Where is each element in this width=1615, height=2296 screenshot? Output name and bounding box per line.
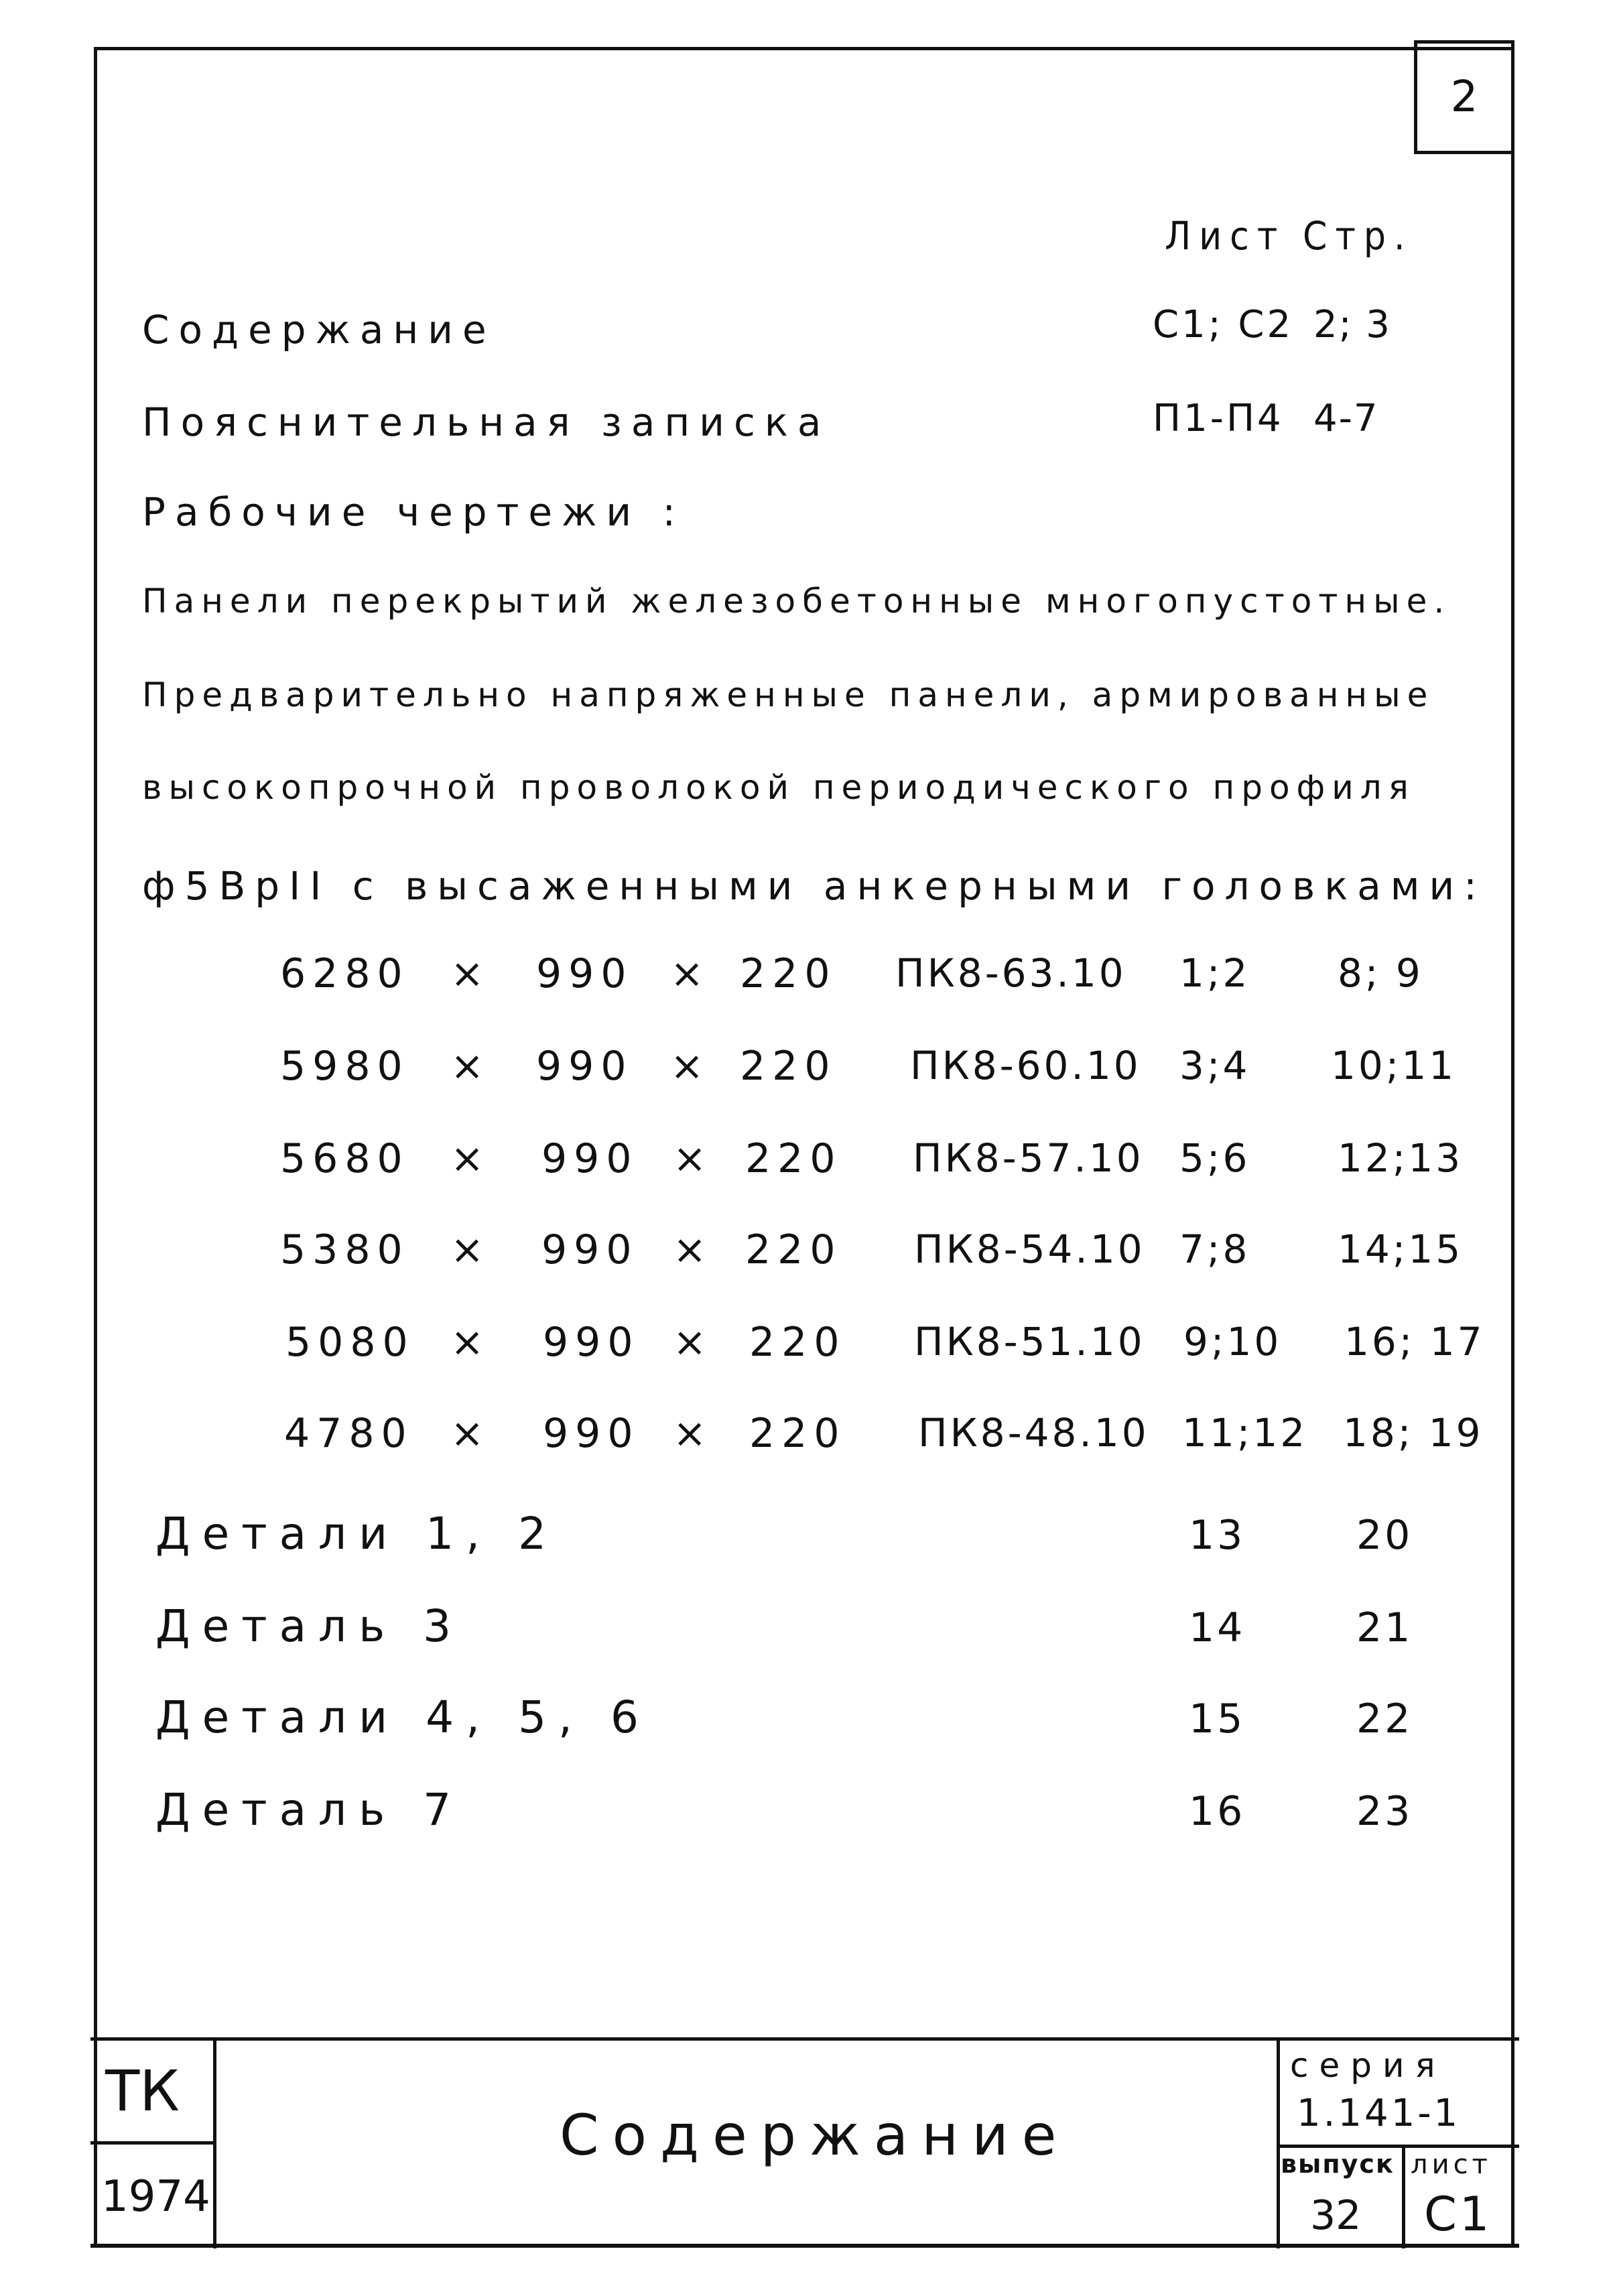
- times-sign: ×: [450, 950, 491, 997]
- paragraph-line-3: высокопрочной проволокой периодического профиля: [142, 768, 1415, 807]
- panel-sheet: 9;10: [1183, 1319, 1282, 1364]
- times-sign: ×: [450, 1043, 491, 1090]
- panel-height: 220: [740, 1043, 837, 1090]
- panel-width: 990: [543, 1319, 640, 1366]
- panel-page: 10;11: [1331, 1043, 1457, 1088]
- times-sign: ×: [673, 1135, 714, 1182]
- times-sign: ×: [673, 1410, 714, 1457]
- times-sign: ×: [673, 1319, 714, 1366]
- times-sign: ×: [673, 1226, 714, 1273]
- entry-note-sheet: П1-П4: [1153, 397, 1284, 440]
- panel-row: [0, 1043, 1615, 1096]
- times-sign: ×: [450, 1319, 491, 1366]
- panel-length: 5080: [285, 1319, 415, 1366]
- panel-width: 990: [536, 950, 633, 997]
- detail-7-label: Деталь 7: [155, 1784, 464, 1836]
- paragraph-line-1: Панели перекрытий железобетонные многопустотные.: [142, 582, 1451, 621]
- panel-row: [0, 1319, 1615, 1373]
- detail-4-5-6-sheet: 15: [1189, 1696, 1246, 1742]
- entry-contents-sheet: С1; С2: [1153, 303, 1294, 346]
- panel-length: 5680: [280, 1135, 409, 1182]
- header-page-col: Стр.: [1303, 213, 1413, 259]
- panel-mark: ПК8-63.10: [895, 950, 1126, 996]
- header-sheet-col: Лист: [1165, 213, 1286, 259]
- times-sign: ×: [450, 1135, 491, 1182]
- panel-length: 5380: [280, 1226, 409, 1273]
- title-block-divider: [90, 2141, 216, 2145]
- panel-height: 220: [745, 1135, 842, 1182]
- panel-height: 220: [749, 1319, 846, 1366]
- detail-1-2-page: 20: [1356, 1512, 1413, 1559]
- entry-note-label: Пояснительная записка: [142, 399, 831, 445]
- panel-sheet: 1;2: [1179, 950, 1250, 996]
- entry-note-page: 4-7: [1313, 397, 1379, 440]
- working-drawings-heading: Рабочие чертежи :: [142, 489, 686, 535]
- panel-width: 990: [541, 1135, 639, 1182]
- detail-1-2-sheet: 13: [1189, 1512, 1246, 1559]
- panel-sheet: 11;12: [1182, 1410, 1308, 1456]
- entry-contents-label: Содержание: [142, 307, 496, 353]
- times-sign: ×: [670, 950, 711, 997]
- detail-7-sheet: 16: [1189, 1788, 1246, 1835]
- panel-page: 16; 17: [1344, 1319, 1485, 1364]
- title-block-divider: [1277, 2145, 1519, 2148]
- detail-3-label: Деталь 3: [155, 1600, 464, 1652]
- panel-mark: ПК8-48.10: [918, 1410, 1149, 1456]
- panel-length: 5980: [280, 1043, 409, 1090]
- panel-sheet: 7;8: [1179, 1226, 1250, 1272]
- detail-3-sheet: 14: [1189, 1604, 1246, 1651]
- paragraph-line-2: Предварительно напряженные панели, армированные: [142, 676, 1435, 714]
- title-block-divider: [213, 2041, 216, 2248]
- times-sign: ×: [670, 1043, 711, 1090]
- year: 1974: [101, 2172, 210, 2222]
- panel-width: 990: [543, 1410, 640, 1457]
- panel-mark: ПК8-60.10: [910, 1043, 1141, 1088]
- series-label: серия: [1290, 2046, 1446, 2085]
- panel-sheet: 5;6: [1179, 1135, 1250, 1181]
- sheet-value: С1: [1424, 2187, 1492, 2242]
- series-value: 1.141-1: [1297, 2092, 1461, 2135]
- title-block: [90, 2037, 1519, 2248]
- panel-page: 12;13: [1338, 1135, 1464, 1181]
- issue-value: 32: [1310, 2192, 1362, 2239]
- detail-4-5-6-page: 22: [1356, 1696, 1413, 1742]
- sheet-number: 2: [1450, 72, 1478, 122]
- panel-sheet: 3;4: [1179, 1043, 1250, 1088]
- title-block-divider: [1402, 2145, 1405, 2248]
- detail-1-2-label: Детали 1, 2: [155, 1508, 559, 1559]
- times-sign: ×: [450, 1226, 491, 1273]
- panel-page: 14;15: [1338, 1226, 1464, 1272]
- times-sign: ×: [450, 1410, 491, 1457]
- org-code: ТК: [105, 2058, 180, 2124]
- panel-mark: ПК8-54.10: [914, 1226, 1145, 1272]
- panel-mark: ПК8-51.10: [914, 1319, 1145, 1364]
- panel-height: 220: [740, 950, 837, 997]
- panel-page: 8; 9: [1338, 950, 1423, 996]
- detail-4-5-6-label: Детали 4, 5, 6: [155, 1692, 651, 1743]
- detail-7-page: 23: [1356, 1788, 1413, 1835]
- issue-label: выпуск: [1281, 2149, 1395, 2179]
- paragraph-line-4: ф5ВрII с высаженными анкерными головками:: [142, 863, 1486, 909]
- sheet-number-box: [1414, 40, 1514, 154]
- panel-width: 990: [536, 1043, 633, 1090]
- panel-height: 220: [749, 1410, 846, 1457]
- panel-page: 18; 19: [1343, 1410, 1484, 1456]
- panel-length: 4780: [284, 1410, 413, 1457]
- panel-length: 6280: [280, 950, 409, 997]
- panel-height: 220: [745, 1226, 842, 1273]
- panel-row: [0, 950, 1615, 1004]
- panel-row: [0, 1226, 1615, 1280]
- panel-row: [0, 1410, 1615, 1464]
- panel-width: 990: [541, 1226, 639, 1273]
- detail-3-page: 21: [1356, 1604, 1413, 1651]
- entry-contents-page: 2; 3: [1313, 303, 1391, 346]
- title-text: Содержание: [560, 2102, 1070, 2168]
- panel-row: [0, 1135, 1615, 1189]
- panel-mark: ПК8-57.10: [913, 1135, 1144, 1181]
- sheet-label: лист: [1411, 2149, 1492, 2180]
